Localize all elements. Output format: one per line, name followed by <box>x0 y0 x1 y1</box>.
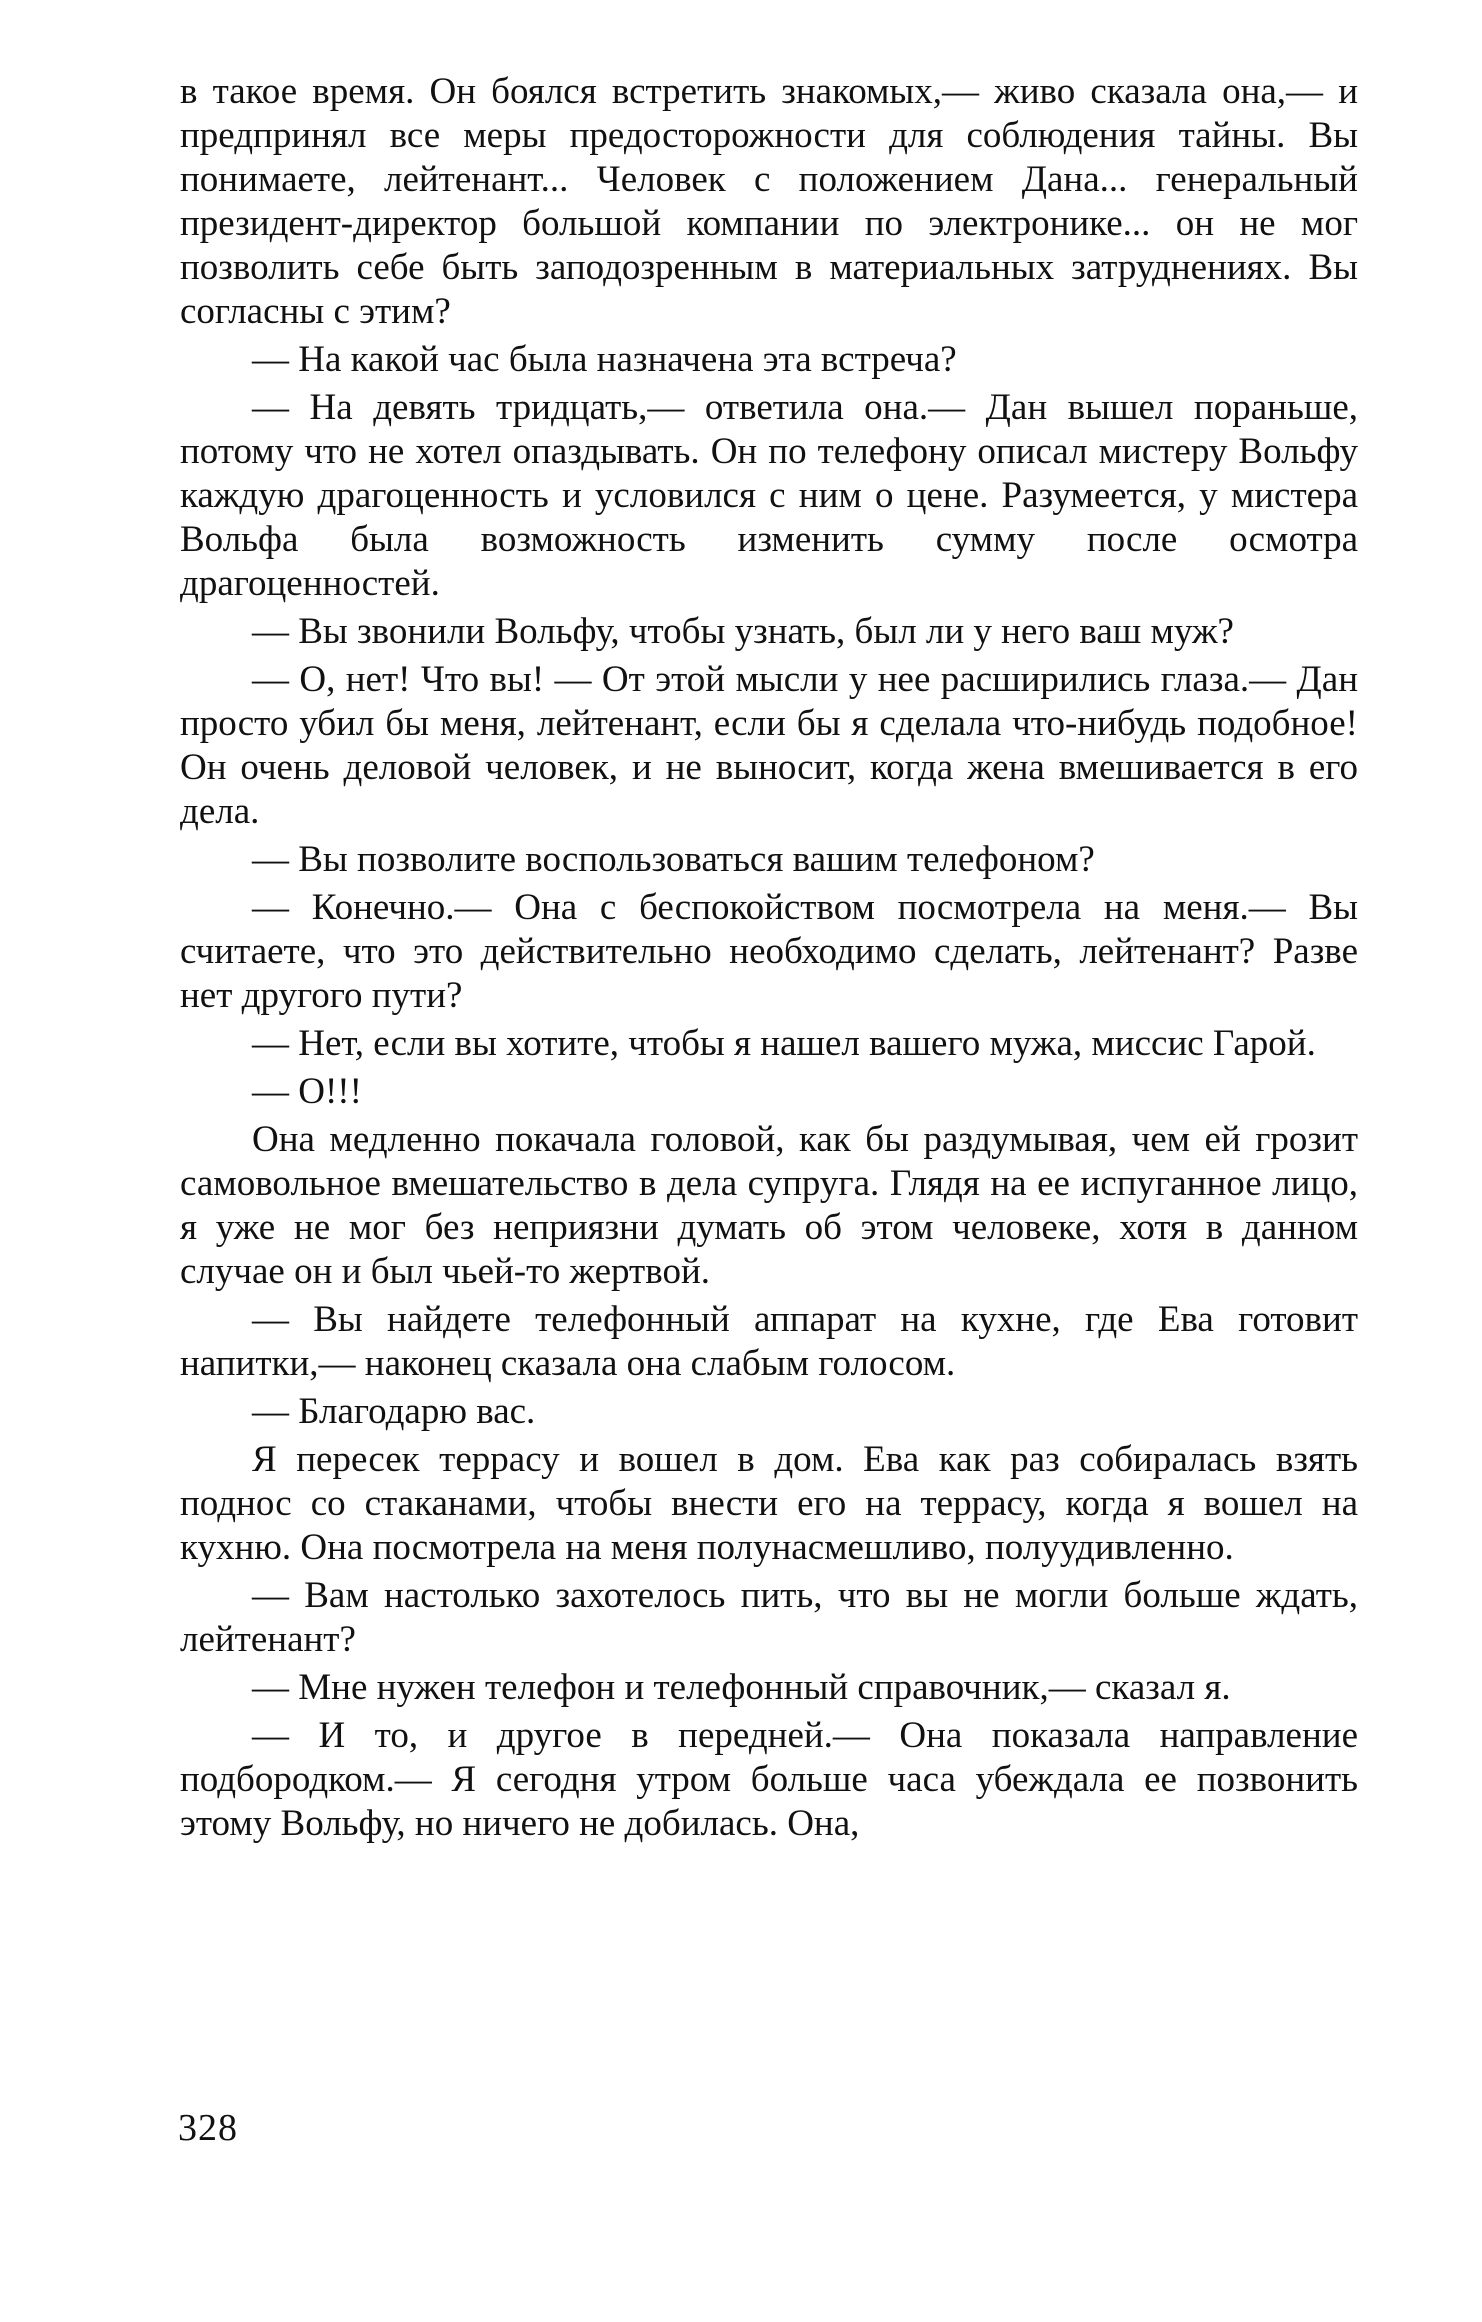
paragraph: — Нет, если вы хотите, чтобы я нашел вашего мужа, миссис Гарой. <box>252 1023 1316 1064</box>
paragraph: — Конечно.— Она с беспокойством посмотрела на меня.— Вы считаете, что это действительно необходимо сделать, лейтенант? Разве нет другого пути? <box>180 887 1358 1016</box>
paragraph: — Вы позволите воспользоваться вашим телефоном? <box>252 839 1095 880</box>
paragraph: — На девять тридцать,— ответила она.— Дан вышел пораньше, потому что не хотел опаздывать. Он по телефону описал мистеру Вольфу каждую драгоценность и условился с ним о цене. Разумеется, у мистера Вольфа была возможность изменить сумму после осмотра драгоценностей. <box>180 387 1358 604</box>
paragraph: в такое время. Он боялся встретить знакомых,— живо сказала она,— и предпринял все меры предосторожности для соблюдения тайны. Вы понимаете, лейтенант... Человек с положением Дана... генеральный президент-директор большой компании по электронике... он не мог позволить себе быть заподозренным в материальных затруднениях. Вы согласны с этим? <box>180 71 1358 332</box>
body-text <box>180 70 1358 1846</box>
paragraph: — Мне нужен телефон и телефонный справочник,— сказал я. <box>252 1667 1231 1708</box>
paragraph: Она медленно покачала головой, как бы раздумывая, чем ей грозит самовольное вмешательство в дела супруга. Глядя на ее испуганное лицо, я уже не мог без неприязни думать об этом человеке, хотя в данном случае он и был чьей-то жертвой. <box>180 1119 1358 1292</box>
page-number: 328 <box>178 2107 238 2149</box>
paragraph: — О, нет! Что вы! — От этой мысли у нее расширились глаза.— Дан просто убил бы меня, лейтенант, если бы я сделала что-нибудь подобное! Он очень деловой человек, и не выносит, когда жена вмешивается в его дела. <box>180 659 1358 832</box>
paragraph: — Вам настолько захотелось пить, что вы не могли больше ждать, лейтенант? <box>180 1575 1358 1660</box>
paragraph: — Благодарю вас. <box>252 1391 536 1432</box>
paragraph: — Вы найдете телефонный аппарат на кухне, где Ева готовит напитки,— наконец сказала она слабым голосом. <box>180 1299 1358 1384</box>
paragraph: — На какой час была назначена эта встреча? <box>252 339 957 380</box>
paragraph: — И то, и другое в передней.— Она показала направление подбородком.— Я сегодня утром больше часа убеждала ее позвонить этому Вольфу, но ничего не добилась. Она, <box>180 1715 1358 1844</box>
paragraph: Я пересек террасу и вошел в дом. Ева как раз собиралась взять поднос со стаканами, чтобы внести его на террасу, когда я вошел на кухню. Она посмотрела на меня полунасмешливо, полуудивленно. <box>180 1439 1358 1568</box>
paragraph: — О!!! <box>252 1071 362 1112</box>
paragraph: — Вы звонили Вольфу, чтобы узнать, был ли у него ваш муж? <box>252 611 1234 652</box>
